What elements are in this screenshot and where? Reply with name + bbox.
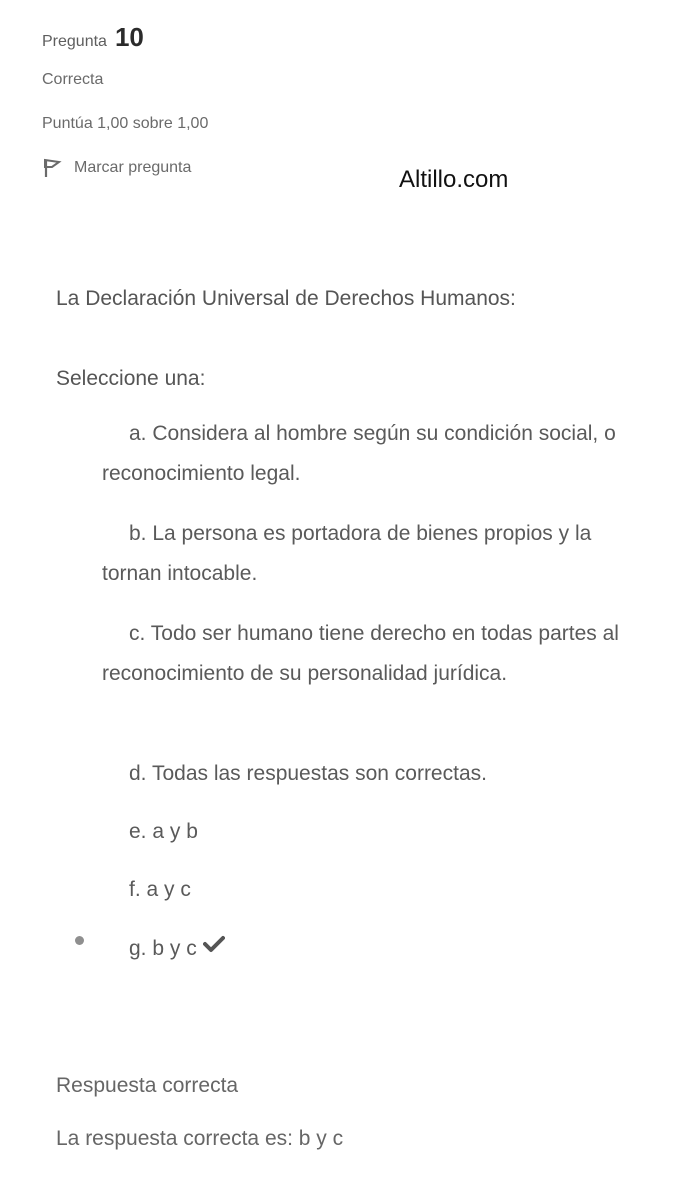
check-icon bbox=[203, 927, 225, 967]
answer-option-e[interactable] bbox=[102, 812, 647, 852]
answer-option-label: d. Todas las respuestas son correctas. bbox=[129, 762, 487, 785]
flag-question-label: Marcar pregunta bbox=[74, 159, 192, 176]
feedback-title: Respuesta correcta bbox=[56, 1074, 239, 1097]
question-number-row bbox=[42, 22, 372, 58]
question-info bbox=[42, 22, 372, 178]
answer-option-label: c. Todo ser humano tiene derecho en todas partes al reconocimiento de su personalidad jurídica. bbox=[102, 622, 619, 685]
answer-prompt: Seleccione una: bbox=[56, 367, 206, 390]
question-text: La Declaración Universal de Derechos Humanos: bbox=[56, 287, 516, 310]
question-state: Correcta bbox=[42, 71, 104, 88]
flag-question-button[interactable] bbox=[42, 158, 372, 178]
answer-option-label: b. La persona es portadora de bienes propios y la tornan intocable. bbox=[102, 522, 592, 585]
question-number: 10 bbox=[114, 22, 144, 52]
answer-option-label: a. Considera al hombre según su condición social, o reconocimiento legal. bbox=[102, 422, 616, 485]
answer-option-b[interactable] bbox=[102, 514, 647, 594]
flag-icon bbox=[42, 158, 62, 178]
answer-option-label: g. b y c bbox=[129, 937, 197, 960]
answer-option-label: f. a y c bbox=[129, 878, 191, 901]
answer-option-label: e. a y b bbox=[129, 820, 198, 843]
selected-radio-button[interactable] bbox=[75, 936, 84, 945]
answer-option-a[interactable] bbox=[102, 414, 647, 494]
feedback-correct-answer: La respuesta correcta es: b y c bbox=[56, 1127, 344, 1150]
answer-option-f[interactable] bbox=[102, 870, 647, 910]
answer-option-c[interactable] bbox=[102, 614, 647, 694]
question-label: Pregunta bbox=[42, 33, 107, 50]
question-grade: Puntúa 1,00 sobre 1,00 bbox=[42, 115, 209, 132]
answer-option-d[interactable] bbox=[102, 754, 647, 794]
answer-option-g[interactable] bbox=[102, 929, 647, 969]
watermark: Altillo.com bbox=[399, 166, 509, 193]
